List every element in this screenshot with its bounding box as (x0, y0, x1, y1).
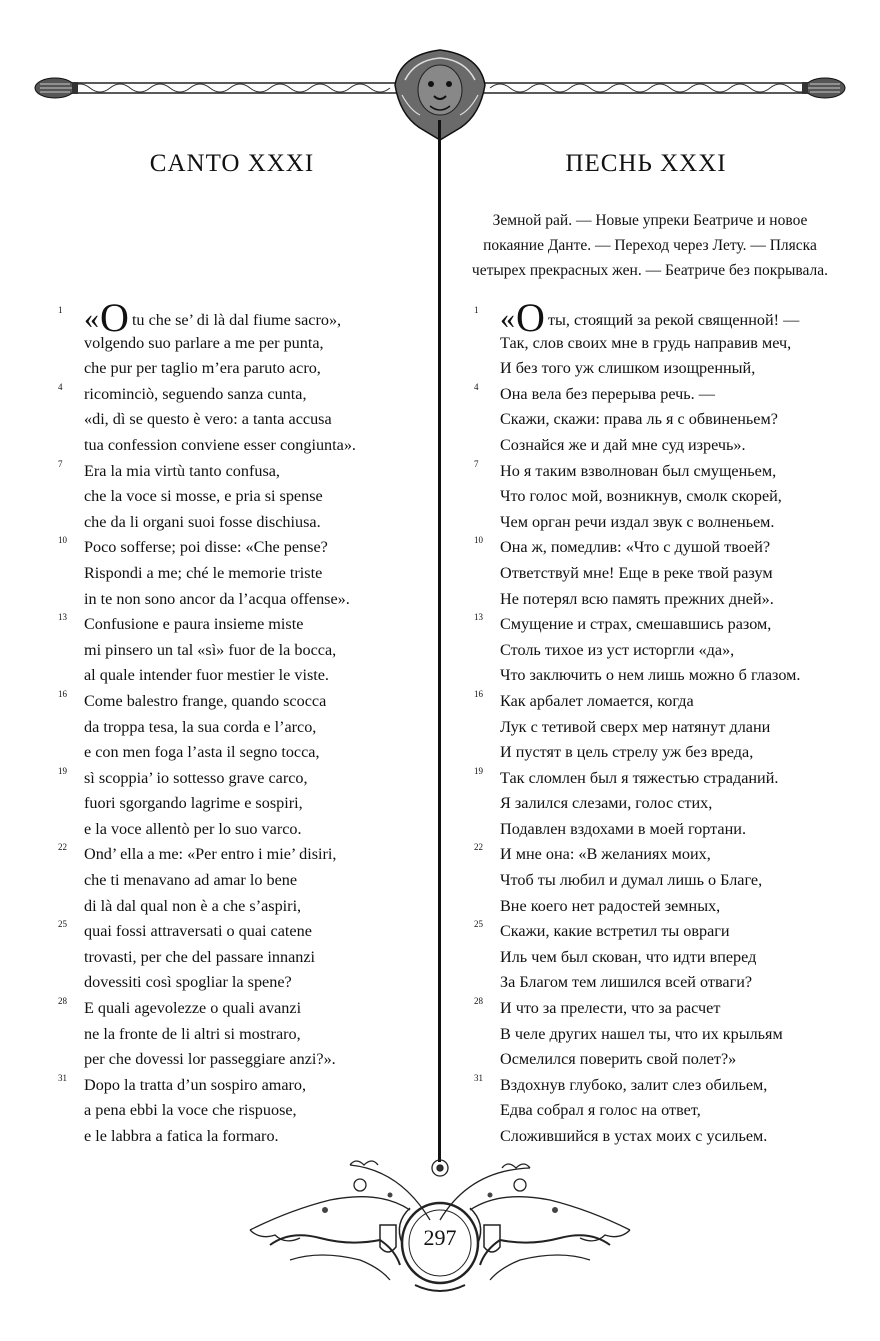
verse-text: Лук с тетивой сверх мер натянут длани (500, 717, 771, 736)
verse-line (58, 295, 428, 340)
verse-number: 31 (58, 1072, 67, 1083)
verse-text: Что голос мой, возникнув, смолк скорей, (500, 487, 782, 506)
verse-line (474, 868, 854, 894)
verse-text: sì scoppia’ io sottesso grave carco, (84, 768, 308, 787)
verse-line (474, 945, 854, 971)
verse-line (474, 1098, 854, 1124)
verse-text: Она ж, помедлив: «Что с душой твоей? (500, 538, 771, 557)
left-finial-icon (35, 78, 78, 98)
verse-text: Едва собрал я голос на ответ, (500, 1101, 701, 1120)
verse-number: 7 (474, 458, 479, 469)
verse-line (58, 919, 428, 945)
verse-text: Так сломлен был я тяжестью страданий. (500, 768, 779, 787)
verse-line (474, 740, 854, 766)
verse-text: Подавлен вздохами в моей гортани. (500, 819, 746, 838)
verse-number: 16 (474, 688, 483, 699)
verse-text: che da li organi suoi fosse dischiusa. (84, 512, 321, 531)
verse-line (58, 715, 428, 741)
verse-text: quai fossi attraversati o quai catene (84, 922, 312, 941)
verse-text: tua confession conviene esser congiunta». (84, 435, 356, 454)
italian-canto-title: CANTO XXXI (149, 150, 315, 177)
verse-line (58, 535, 428, 561)
italian-verses (58, 295, 428, 1150)
verse-line (58, 817, 428, 843)
verse-line (58, 766, 428, 792)
verse-text: Но я таким взволнован был смущеньем, (500, 461, 777, 480)
verse-number: 22 (474, 842, 483, 853)
verse-text: E quali agevolezze o quali avanzi (84, 999, 302, 1018)
verse-text: «di, dì se questo è vero: a tanta accusa (84, 410, 332, 429)
verse-text: Вне коего нет радостей земных, (500, 896, 721, 915)
verse-number: 28 (58, 996, 67, 1007)
verse-line (58, 868, 428, 894)
verse-number: 7 (58, 458, 63, 469)
verse-line (58, 510, 428, 536)
russian-canto-title: ПЕСНЬ XXXI (565, 150, 727, 177)
verse-line (58, 1073, 428, 1099)
verse-text: ты, стоящий за рекой священной! — (543, 311, 800, 329)
verse-text: di là dal qual non è a che s’aspiri, (84, 896, 302, 915)
verse-text: В челе других нашел ты, что их крыльям (500, 1024, 783, 1043)
verse-text: Вздохнув глубоко, залит слез обильем, (500, 1075, 768, 1094)
verse-text: Как арбалет ломается, когда (500, 691, 694, 710)
verse-line (474, 791, 854, 817)
verse-text: da troppa tesa, la sua corda e l’arco, (84, 717, 317, 736)
center-column-divider (438, 120, 441, 1162)
verse-text: Осмелился поверить свой полет?» (500, 1050, 737, 1069)
russian-canto-summary (452, 208, 848, 283)
verse-text: dovessiti così spogliar la spene? (84, 973, 292, 992)
verse-number: 28 (474, 996, 483, 1007)
verse-text: Dopo la tratta d’un sospiro amaro, (84, 1075, 307, 1094)
verse-line (58, 1098, 428, 1124)
verse-number: 1 (58, 305, 63, 315)
verse-line (474, 1047, 854, 1073)
verse-line (58, 407, 428, 433)
verse-line (58, 1022, 428, 1048)
verse-text: И что за прелести, что за расчет (500, 999, 721, 1018)
verse-line (58, 894, 428, 920)
verse-text: И без того уж слишком изощренный, (500, 359, 756, 378)
verse-line (58, 740, 428, 766)
verse-text: Сложившийся в устах моих с усильем. (500, 1127, 768, 1145)
verse-number: 13 (474, 612, 483, 623)
verse-line (58, 356, 428, 382)
verse-line (474, 484, 854, 510)
verse-text: Не потерял всю память прежних дней». (500, 589, 774, 608)
verse-text: che pur per taglio m’era paruto acro, (84, 359, 321, 378)
opening-guillemet: « (500, 302, 515, 335)
verse-line (474, 817, 854, 843)
verse-text: al quale intender fuor mestier le viste. (84, 666, 329, 685)
verse-text: Чтоб ты любил и думал лишь о Благе, (500, 871, 763, 890)
verse-line (58, 945, 428, 971)
verse-line (474, 663, 854, 689)
verse-line (58, 1124, 428, 1150)
verse-text: И пустят в цель стрелу уж без вреда, (500, 743, 754, 762)
verse-number: 16 (58, 688, 67, 699)
verse-line (474, 1124, 854, 1150)
verse-text: mi pinsero un tal «sì» fuor de la bocca, (84, 640, 337, 659)
verse-text: Скажи, какие встретил ты овраги (500, 922, 730, 941)
verse-text: Смущение и страх, смешавшись разом, (500, 615, 772, 634)
verse-text: a pena ebbi la voce che rispuose, (84, 1101, 297, 1120)
verse-number: 10 (474, 535, 483, 546)
page-number: 297 (423, 1225, 457, 1250)
verse-line (58, 842, 428, 868)
verse-line (474, 331, 854, 357)
verse-text: e la voce allentò per lo suo varco. (84, 819, 302, 838)
verse-line (474, 407, 854, 433)
verse-text: in te non sono ancor da l’acqua offense». (84, 589, 350, 608)
verse-line (58, 1047, 428, 1073)
verse-line (58, 331, 428, 357)
verse-line (474, 356, 854, 382)
verse-text: Чем орган речи издал звук с волненьем. (500, 512, 775, 531)
verse-number: 4 (474, 381, 479, 392)
verse-line (58, 791, 428, 817)
verse-line (474, 510, 854, 536)
verse-text: e le labbra a fatica la formaro. (84, 1127, 279, 1145)
verse-line (474, 1073, 854, 1099)
verse-line (58, 996, 428, 1022)
verse-number: 1 (474, 305, 479, 315)
verse-number: 13 (58, 612, 67, 623)
verse-line (474, 996, 854, 1022)
verse-number: 19 (474, 765, 483, 776)
verse-line (58, 663, 428, 689)
verse-text: Столь тихое из уст исторгли «да», (500, 640, 735, 659)
verse-number: 31 (474, 1072, 483, 1083)
verse-line (474, 715, 854, 741)
verse-line (474, 919, 854, 945)
verse-line (58, 484, 428, 510)
verse-number: 19 (58, 765, 67, 776)
summary-line: покаяние Данте. — Переход через Лету. — Пляска (483, 237, 817, 254)
verse-text: volgendo suo parlare a me per punta, (84, 333, 324, 352)
verse-number: 25 (58, 919, 67, 930)
verse-text: Иль чем был скован, что идти вперед (500, 947, 757, 966)
verse-text: Я залился слезами, голос стих, (500, 794, 713, 813)
verse-text: che la voce si mosse, e pria si spense (84, 487, 323, 506)
verse-line (474, 842, 854, 868)
verse-line (58, 612, 428, 638)
verse-text: tu che se’ di là dal fiume sacro», (127, 311, 342, 329)
verse-line (58, 459, 428, 485)
verse-text: Confusione e paura insieme miste (84, 615, 304, 634)
verse-line (474, 689, 854, 715)
verse-line (58, 561, 428, 587)
verse-line (474, 295, 854, 340)
verse-text: trovasti, per che del passare innanzi (84, 947, 316, 966)
russian-verses (474, 295, 854, 1150)
verse-line (58, 970, 428, 996)
verse-line (474, 1022, 854, 1048)
summary-line: четырех прекрасных жен. — Беатриче без покрывала. (471, 262, 829, 279)
verse-text: Она вела без перерыва речь. — (500, 384, 715, 403)
verse-line (58, 382, 428, 408)
verse-number: 4 (58, 381, 63, 392)
verse-line (58, 689, 428, 715)
verse-text: Come balestro frange, quando scocca (84, 691, 327, 710)
verse-line (474, 638, 854, 664)
verse-text: Что заключить о нем лишь можно б глазом. (500, 666, 801, 685)
right-finial-icon (802, 78, 845, 98)
verse-number: 25 (474, 919, 483, 930)
verse-text: Poco sofferse; poi disse: «Che pense? (84, 538, 328, 557)
verse-line (474, 587, 854, 613)
verse-text: Ответствуй мне! Еще в реке твой разум (500, 563, 773, 582)
verse-text: Rispondi a me; ché le memorie triste (84, 563, 323, 582)
opening-guillemet: « (84, 302, 99, 335)
verse-text: per che dovessi lor passeggiare anzi?». (84, 1050, 336, 1069)
verse-line (58, 638, 428, 664)
verse-text: che ti menavano ad amar lo bene (84, 871, 298, 890)
verse-text: ricominciò, seguendo sanza cunta, (84, 384, 307, 403)
drop-cap-letter: О (516, 295, 544, 340)
verse-number: 22 (58, 842, 67, 853)
verse-line (474, 970, 854, 996)
verse-line (474, 382, 854, 408)
verse-line (474, 766, 854, 792)
verse-text: ne la fronte de li altri si mostraro, (84, 1024, 301, 1043)
verse-text: Сознайся же и дай мне суд изречь». (500, 435, 746, 454)
summary-line: Земной рай. — Новые упреки Беатриче и новое (492, 212, 808, 229)
verse-text: Ond’ ella a me: «Per entro i mie’ disiri, (84, 845, 337, 864)
verse-line (474, 612, 854, 638)
verse-text: Era la mia virtù tanto confusa, (84, 461, 280, 480)
verse-line (58, 433, 428, 459)
verse-text: За Благом тем лишился всей отваги? (500, 973, 753, 992)
verse-line (474, 459, 854, 485)
verse-line (58, 587, 428, 613)
verse-line (474, 894, 854, 920)
verse-line (474, 433, 854, 459)
verse-text: e con men foga l’asta il segno tocca, (84, 743, 320, 762)
verse-text: Так, слов своих мне в грудь направив меч, (500, 333, 792, 352)
verse-text: И мне она: «В желаниях моих, (500, 845, 711, 864)
verse-number: 10 (58, 535, 67, 546)
verse-text: Скажи, скажи: права ль я с обвиненьем? (500, 410, 778, 429)
verse-line (474, 561, 854, 587)
verse-line (474, 535, 854, 561)
drop-cap-letter: O (100, 295, 128, 340)
verse-text: fuori sgorgando lagrime e sospiri, (84, 794, 303, 813)
